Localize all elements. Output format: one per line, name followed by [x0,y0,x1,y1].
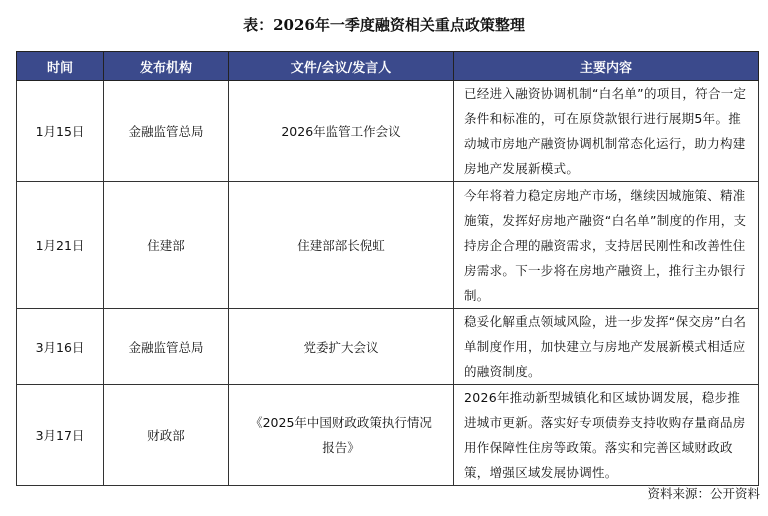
header-source: 文件/会议/发言人 [229,52,454,81]
header-agency: 发布机构 [104,52,229,81]
header-content: 主要内容 [454,52,759,81]
table-row [17,385,759,486]
table-row [17,309,759,385]
cell-content: 稳妥化解重点领域风险，进一步发挥“保交房”白名单制度作用，加快建立与房地产发展新模式相适应的融资制度。 [454,309,759,385]
cell-source: 《2025年中国财政政策执行情况报告》 [229,385,454,486]
table-row [17,81,759,182]
cell-date: 3月16日 [17,309,104,385]
table-title: 表：2026年一季度融资相关重点政策整理 [243,16,525,34]
source-note: 资料来源：公开资料 [647,486,760,501]
cell-source: 2026年监管工作会议 [229,81,454,182]
cell-content: 2026年推动新型城镇化和区域协调发展，稳步推进城市更新。落实好专项债券支持收购存量商品房用作保障性住房等政策。落实和完善区域财政政策，增强区域发展协调性。 [454,385,759,486]
policy-table [16,51,759,486]
cell-agency: 金融监管总局 [104,81,229,182]
cell-date: 3月17日 [17,385,104,486]
header-date: 时间 [17,52,104,81]
table-row [17,182,759,309]
cell-source: 住建部部长倪虹 [229,182,454,309]
cell-agency: 金融监管总局 [104,309,229,385]
cell-date: 1月15日 [17,81,104,182]
cell-content: 已经进入融资协调机制“白名单”的项目，符合一定条件和标准的，可在原贷款银行进行展期5年。推动城市房地产融资协调机制常态化运行，助力构建房地产发展新模式。 [454,81,759,182]
cell-date: 1月21日 [17,182,104,309]
cell-agency: 住建部 [104,182,229,309]
cell-agency: 财政部 [104,385,229,486]
cell-content: 今年将着力稳定房地产市场，继续因城施策、精准施策，发挥好房地产融资“白名单”制度的作用，支持房企合理的融资需求，支持居民刚性和改善性住房需求。下一步将在房地产融资上，推行主办银行制。 [454,182,759,309]
header-row [17,52,759,81]
cell-source: 党委扩大会议 [229,309,454,385]
